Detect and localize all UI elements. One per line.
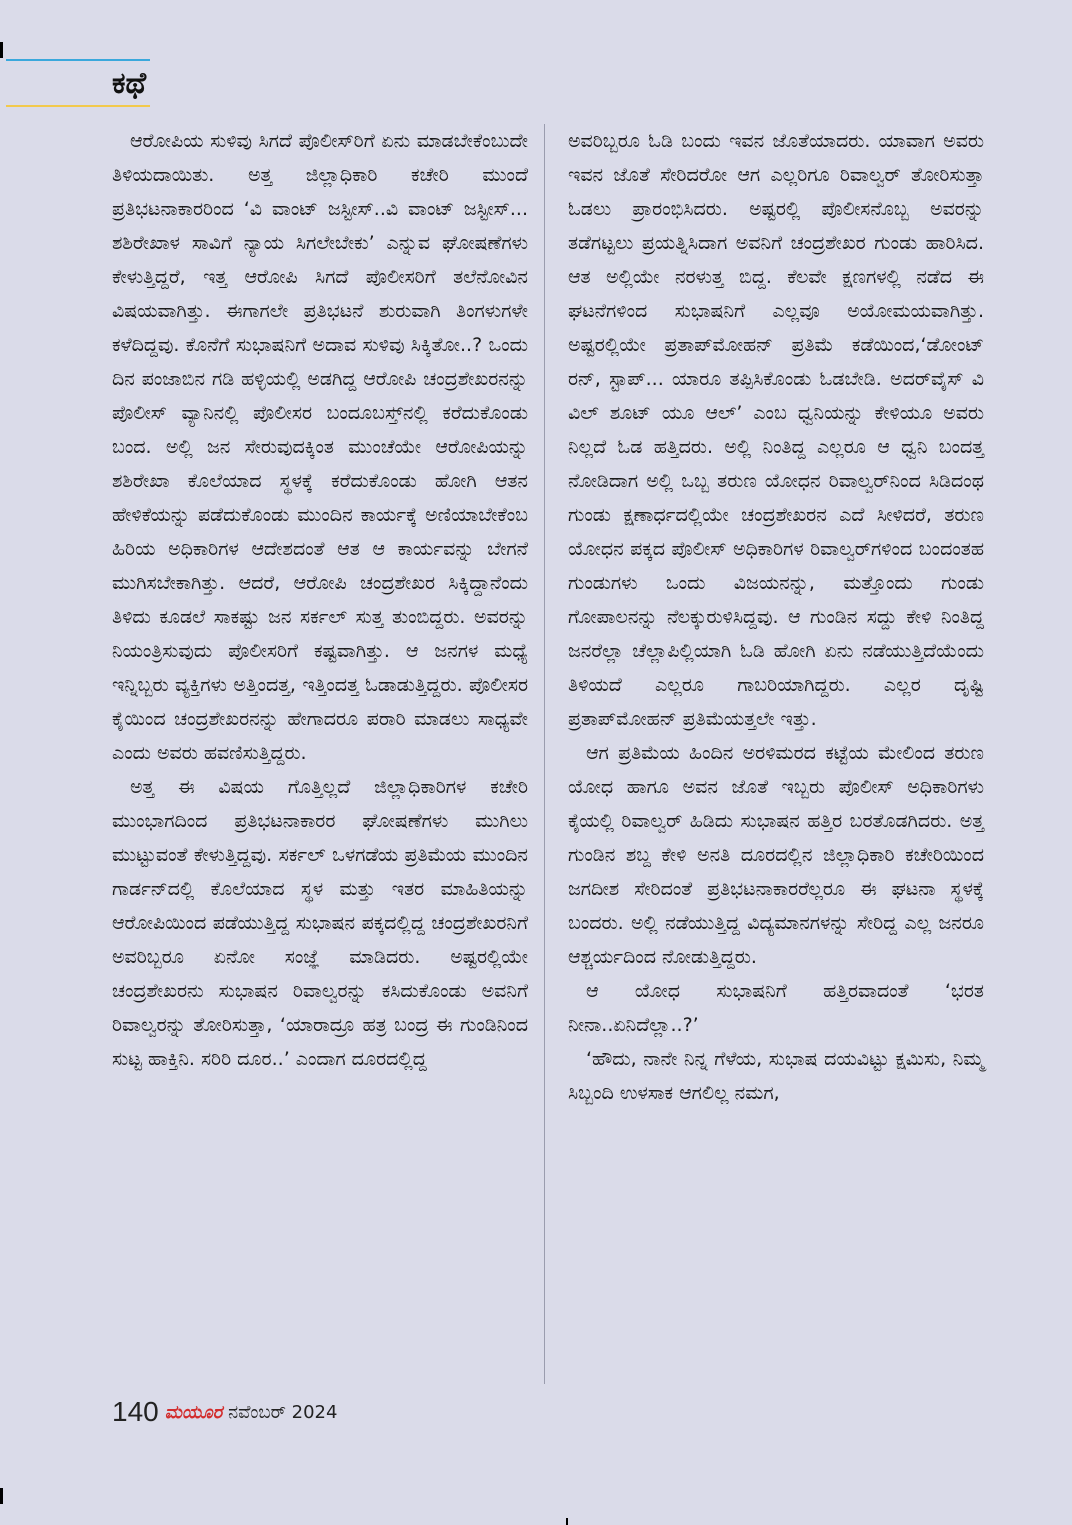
paragraph: ‘ಹೌದು, ನಾನೇ ನಿನ್ನ ಗೆಳೆಯ, ಸುಭಾಷ ದಯವಿಟ್ಟು ಕ್ಷಮಿಸು, ನಿಮ್ಮ ಸಿಬ್ಬಂದಿ ಉಳಸಾಕ ಆಗಲಿಲ್ಲ ನಮಗ, — [568, 1048, 984, 1104]
section-title: ಕಥೆ — [112, 66, 147, 101]
page-number: 140 — [112, 1396, 159, 1427]
page-footer — [112, 1392, 337, 1432]
magazine-logo: ಮಯೂರ — [164, 1401, 223, 1423]
column-divider — [544, 124, 545, 1384]
paragraph: ಅವರಿಬ್ಬರೂ ಓಡಿ ಬಂದು ಇವನ ಜೊತೆಯಾದರು. ಯಾವಾಗ ಅವರು ಇವನ ಜೊತೆ ಸೇರಿದರೋ ಆಗ ಎಲ್ಲರಿಗೂ ರಿವಾಲ್ವರ್ ತೋರಿಸುತ್ತಾ ಓಡಲು ಪ್ರಾರಂಭಿಸಿದರು. ಅಷ್ಟರಲ್ಲಿ ಪೊಲೀಸನೊಬ್ಬ ಅವರನ್ನು ತಡೆಗಟ್ಟಲು ಪ್ರಯತ್ನಿಸಿದಾಗ ಅವನಿಗೆ ಚಂದ್ರಶೇಖರ ಗುಂಡು ಹಾರಿಸಿದ. ಆತ ಅಲ್ಲಿಯೇ ನರಳುತ್ತ ಬಿದ್ದ. ಕೆಲವೇ ಕ್ಷಣಗಳಲ್ಲಿ ನಡೆದ ಈ ಘಟನೆಗಳಿಂದ ಸುಭಾಷನಿಗೆ ಎಲ್ಲವೂ ಅಯೋಮಯವಾಗಿತ್ತು. ಅಷ್ಟರಲ್ಲಿಯೇ ಪ್ರತಾಪ್‌ಮೋಹನ್ ಪ್ರತಿಮೆ ಕಡೆಯಿಂದ,‘ಡೋಂಟ್ ರನ್, ಸ್ಟಾಪ್... ಯಾರೂ ತಪ್ಪಿಸಿಕೊಂಡು ಓಡಬೇಡಿ. ಅದರ್‌ವೈಸ್ ವಿ ವಿಲ್ ಶೂಟ್ ಯೂ ಆಲ್’ ಎಂಬ ಧ್ವನಿಯನ್ನು ಕೇಳಿಯೂ ಅವರು ನಿಲ್ಲದೆ ಓಡ ಹತ್ತಿದರು. ಅಲ್ಲಿ ನಿಂತಿದ್ದ ಎಲ್ಲರೂ ಆ ಧ್ವನಿ ಬಂದತ್ತ ನೋಡಿದಾಗ ಅಲ್ಲಿ ಒಬ್ಬ ತರುಣ ಯೋಧನ ರಿವಾಲ್ವರ್‌ನಿಂದ ಸಿಡಿದಂಥ ಗುಂಡು ಕ್ಷಣಾರ್ಧದಲ್ಲಿಯೇ ಚಂದ್ರಶೇಖರನ ಎದೆ ಸೀಳಿದರೆ, ತರುಣ ಯೋಧನ ಪಕ್ಕದ ಪೊಲೀಸ್ ಅಧಿಕಾರಿಗಳ ರಿವಾಲ್ವರ್‌ಗಳಿಂದ ಬಂದಂತಹ ಗುಂಡುಗಳು ಒಂದು ವಿಜಯನನ್ನು, ಮತ್ತೊಂದು ಗುಂಡು ಗೋಪಾಲನನ್ನು ನೆಲಕ್ಕುರುಳಿಸಿದ್ದವು. ಆ ಗುಂಡಿನ ಸದ್ದು ಕೇಳಿ ನಿಂತಿದ್ದ ಜನರೆಲ್ಲಾ ಚೆಲ್ಲಾಪಿಲ್ಲಿಯಾಗಿ ಓಡಿ ಹೋಗಿ ಏನು ನಡೆಯುತ್ತಿದೆಯೆಂದು ತಿಳಿಯದೆ ಎಲ್ಲರೂ ಗಾಬರಿಯಾಗಿದ್ದರು. ಎಲ್ಲರ ದೃಷ್ಟಿ ಪ್ರತಾಪ್‌ಮೋಹನ್ ಪ್ರತಿಮೆಯತ್ತಲೇ ಇತ್ತು. — [568, 130, 984, 730]
issue-date: ನವೆಂಬರ್ 2024 — [228, 1401, 338, 1423]
header-rule-bottom — [6, 105, 150, 107]
crop-mark-bottom-center — [566, 1518, 568, 1525]
paragraph: ಆ ಯೋಧ ಸುಭಾಷನಿಗೆ ಹತ್ತಿರವಾದಂತೆ ‘ಭರತ ನೀನಾ..ಏನಿದೆಲ್ಲಾ..?’ — [568, 980, 984, 1036]
paragraph: ಆಗ ಪ್ರತಿಮೆಯ ಹಿಂದಿನ ಅರಳಿಮರದ ಕಟ್ಟೆಯ ಮೇಲಿಂದ ತರುಣ ಯೋಧ ಹಾಗೂ ಅವನ ಜೊತೆ ಇಬ್ಬರು ಪೊಲೀಸ್ ಅಧಿಕಾರಿಗಳು ಕೈಯಲ್ಲಿ ರಿವಾಲ್ವರ್ ಹಿಡಿದು ಸುಭಾಷನ ಹತ್ತಿರ ಬರತೊಡಗಿದರು. ಅತ್ತ ಗುಂಡಿನ ಶಬ್ದ ಕೇಳಿ ಅನತಿ ದೂರದಲ್ಲಿನ ಜಿಲ್ಲಾಧಿಕಾರಿ ಕಚೇರಿಯಿಂದ ಜಗದೀಶ ಸೇರಿದಂತೆ ಪ್ರತಿಭಟನಾಕಾರರೆಲ್ಲರೂ ಈ ಘಟನಾ ಸ್ಥಳಕ್ಕೆ ಬಂದರು. ಅಲ್ಲಿ ನಡೆಯುತ್ತಿದ್ದ ವಿದ್ಯಮಾನಗಳನ್ನು ಸೇರಿದ್ದ ಎಲ್ಲ ಜನರೂ ಆಶ್ಚರ್ಯದಿಂದ ನೋಡುತ್ತಿದ್ದರು. — [568, 742, 984, 968]
paragraph: ಆರೋಪಿಯ ಸುಳಿವು ಸಿಗದೆ ಪೊಲೀಸ್‌ರಿಗೆ ಏನು ಮಾಡಬೇಕೆಂಬುದೇ ತಿಳಿಯದಾಯಿತು. ಅತ್ತ ಜಿಲ್ಲಾಧಿಕಾರಿ ಕಚೇರಿ ಮುಂದೆ ಪ್ರತಿಭಟನಾಕಾರರಿಂದ ‘ವಿ ವಾಂಟ್ ಜಸ್ಟೀಸ್..ವಿ ವಾಂಟ್ ಜಸ್ಟೀಸ್... ಶಶಿರೇಖಾಳ ಸಾವಿಗೆ ನ್ಯಾಯ ಸಿಗಲೇಬೇಕು’ ಎನ್ನುವ ಘೋಷಣೆಗಳು ಕೇಳುತ್ತಿದ್ದರೆ, ಇತ್ತ ಆರೋಪಿ ಸಿಗದೆ ಪೊಲೀಸರಿಗೆ ತಲೆನೋವಿನ ವಿಷಯವಾಗಿತ್ತು. ಈಗಾಗಲೇ ಪ್ರತಿಭಟನೆ ಶುರುವಾಗಿ ತಿಂಗಳುಗಳೇ ಕಳೆದಿದ್ದವು. ಕೊನೆಗೆ ಸುಭಾಷನಿಗೆ ಅದಾವ ಸುಳಿವು ಸಿಕ್ಕಿತೋ..? ಒಂದು ದಿನ ಪಂಜಾಬಿನ ಗಡಿ ಹಳ್ಳಿಯಲ್ಲಿ ಅಡಗಿದ್ದ ಆರೋಪಿ ಚಂದ್ರಶೇಖರನನ್ನು ಪೊಲೀಸ್ ವ್ಯಾನಿನಲ್ಲಿ ಪೊಲೀಸರ ಬಂದೂಬಸ್ತ್‌ನಲ್ಲಿ ಕರೆದುಕೊಂಡು ಬಂದ. ಅಲ್ಲಿ ಜನ ಸೇರುವುದಕ್ಕಿಂತ ಮುಂಚೆಯೇ ಆರೋಪಿಯನ್ನು ಶಶಿರೇಖಾ ಕೊಲೆಯಾದ ಸ್ಥಳಕ್ಕೆ ಕರೆದುಕೊಂಡು ಹೋಗಿ ಆತನ ಹೇಳಿಕೆಯನ್ನು ಪಡೆದುಕೊಂಡು ಮುಂದಿನ ಕಾರ್ಯಕ್ಕೆ ಅಣಿಯಾಬೇಕೆಂಬ ಹಿರಿಯ ಅಧಿಕಾರಿಗಳ ಆದೇಶದಂತೆ ಆತ ಆ ಕಾರ್ಯವನ್ನು ಬೇಗನೆ ಮುಗಿಸಬೇಕಾಗಿತ್ತು. ಆದರೆ, ಆರೋಪಿ ಚಂದ್ರಶೇಖರ ಸಿಕ್ಕಿದ್ದಾನೆಂದು ತಿಳಿದು ಕೂಡಲೆ ಸಾಕಷ್ಟು ಜನ ಸರ್ಕಲ್ ಸುತ್ತ ತುಂಬಿದ್ದರು. ಅವರನ್ನು ನಿಯಂತ್ರಿಸುವುದು ಪೊಲೀಸರಿಗೆ ಕಷ್ಟವಾಗಿತ್ತು. ಆ ಜನಗಳ ಮಧ್ಯೆ ಇನ್ನಿಬ್ಬರು ವ್ಯಕ್ತಿಗಳು ಅತ್ತಿಂದತ್ತ, ಇತ್ತಿಂದತ್ತ ಓಡಾಡುತ್ತಿದ್ದರು. ಪೊಲೀಸರ ಕೈಯಿಂದ ಚಂದ್ರಶೇಖರನನ್ನು ಹೇಗಾದರೂ ಪರಾರಿ ಮಾಡಲು ಸಾಧ್ಯವೇ ಎಂದು ಅವರು ಹವಣಿಸುತ್ತಿದ್ದರು. — [112, 130, 528, 764]
crop-mark-bottom-left — [0, 1488, 3, 1504]
article-column-left — [112, 124, 528, 1076]
paragraph: ಅತ್ತ ಈ ವಿಷಯ ಗೊತ್ತಿಲ್ಲದೆ ಜಿಲ್ಲಾಧಿಕಾರಿಗಳ ಕಚೇರಿ ಮುಂಭಾಗದಿಂದ ಪ್ರತಿಭಟನಾಕಾರರ ಘೋಷಣೆಗಳು ಮುಗಿಲು ಮುಟ್ಟುವಂತೆ ಕೇಳುತ್ತಿದ್ದವು. ಸರ್ಕಲ್ ಒಳಗಡೆಯ ಪ್ರತಿಮೆಯ ಮುಂದಿನ ಗಾರ್ಡನ್‌ದಲ್ಲಿ ಕೊಲೆಯಾದ ಸ್ಥಳ ಮತ್ತು ಇತರ ಮಾಹಿತಿಯನ್ನು ಆರೋಪಿಯಿಂದ ಪಡೆಯುತ್ತಿದ್ದ ಸುಭಾಷನ ಪಕ್ಕದಲ್ಲಿದ್ದ ಚಂದ್ರಶೇಖರನಿಗೆ ಅವರಿಬ್ಬರೂ ಏನೋ ಸಂಜ್ಞೆ ಮಾಡಿದರು. ಅಷ್ಟರಲ್ಲಿಯೇ ಚಂದ್ರಶೇಖರನು ಸುಭಾಷನ ರಿವಾಲ್ವರನ್ನು ಕಸಿದುಕೊಂಡು ಅವನಿಗೆ ರಿವಾಲ್ವರನ್ನು ತೋರಿಸುತ್ತಾ, ‘ಯಾರಾದ್ರೂ ಹತ್ರ ಬಂದ್ರ ಈ ಗುಂಡಿನಿಂದ ಸುಟ್ಟ ಹಾಕ್ತಿನಿ. ಸರಿರಿ ದೂರ..’ ಎಂದಾಗ ದೂರದಲ್ಲಿದ್ದ — [112, 776, 528, 1070]
header-rule-top — [6, 59, 150, 61]
crop-mark-top-left — [0, 42, 3, 58]
article-column-right — [568, 124, 984, 1110]
